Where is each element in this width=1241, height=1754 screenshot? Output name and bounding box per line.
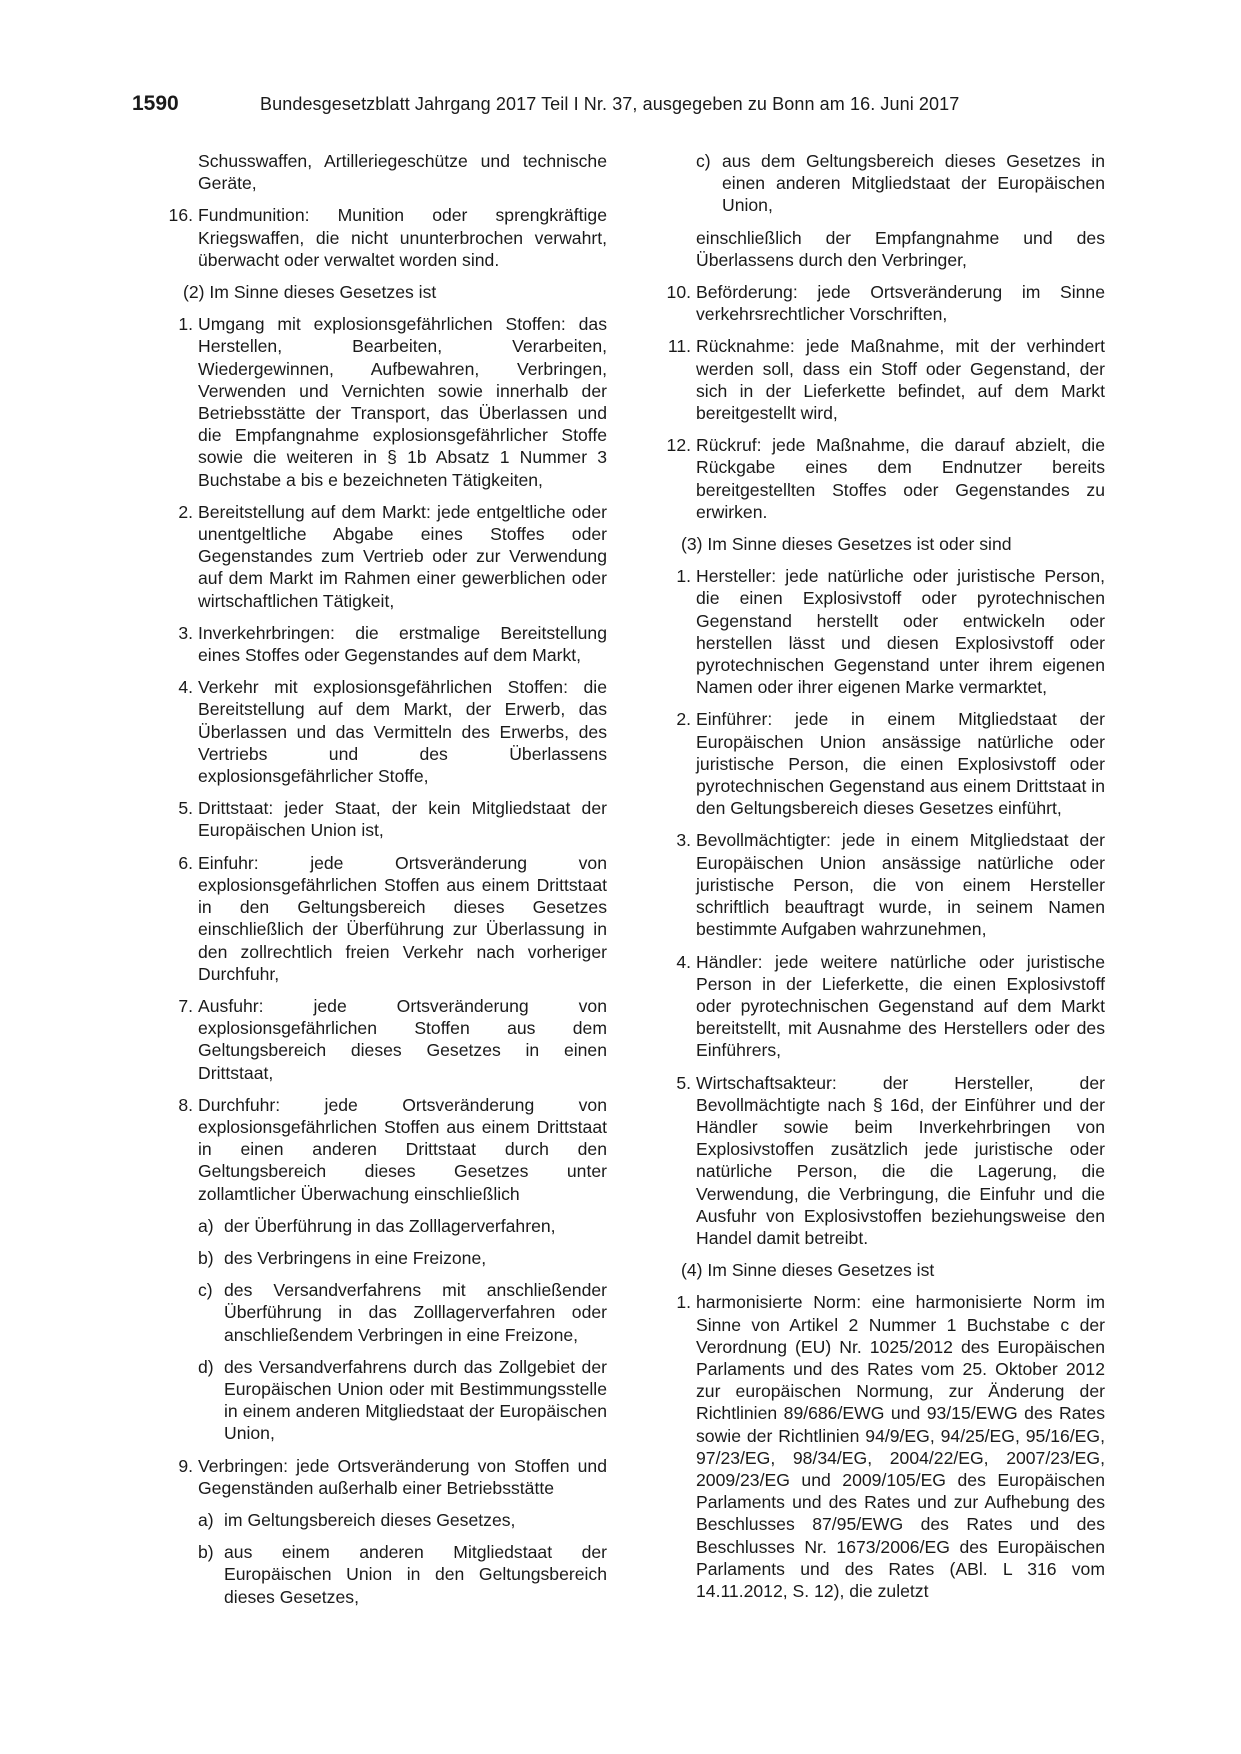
paragraph-heading: (3) Im Sinne dieses Gesetzes ist oder sind — [681, 534, 1012, 555]
item-number: 1. — [676, 1292, 691, 1313]
paragraph-heading: (4) Im Sinne dieses Gesetzes ist — [681, 1260, 935, 1281]
item-number: 12. — [666, 435, 691, 456]
list-item — [653, 434, 1105, 523]
sub-item-letter: b) — [198, 1247, 214, 1268]
page-number: 1590 — [132, 92, 179, 115]
sub-item — [696, 150, 1105, 217]
item-number: 5. — [178, 798, 193, 819]
item-text: Bevollmächtigter: jede in einem Mitgliedstaat der Europäischen Union ansässige natürliche oder juristische Person, die von einem Hersteller schriftlich beauftragt wurde, in seinem Namen bestimmte Aufgaben wahrzunehmen, — [696, 830, 1105, 940]
item-text: Umgang mit explosionsgefährlichen Stoffen: das Herstellen, Bearbeiten, Verarbeiten, Wiedergewinnen, Aufbewahren, Verbringen, Verwenden und Vernichten sowie innerhalb der Betriebsstätte der Transport, das Überlassen und die Empfangnahme explosionsgefährlicher Stoffe sowie die weiteren in § 1b Absatz 1 Nummer 3 Buchstabe a bis e bezeichneten Tätigkeiten, — [198, 314, 607, 490]
item-text: Händler: jede weitere natürliche oder juristische Person in der Lieferkette, die einen Explosivstoff oder pyrotechnischen Gegenstand auf dem Markt bereitstellt, mit Ausnahme des Herstellers oder des Einführers, — [696, 951, 1105, 1061]
item-text: Bereitstellung auf dem Markt: jede entgeltliche oder unentgeltliche Abgabe eines Stoffes oder Gegenstandes zum Vertrieb oder zur Verwendung auf dem Markt im Rahmen einer gewerblichen oder wirtschaftlichen Tätigkeit, — [198, 501, 607, 611]
list-item — [155, 995, 607, 1084]
item-text: Einfuhr: jede Ortsveränderung von explosionsgefährlichen Stoffen aus einem Drittstaat in den Geltungsbereich dieses Gesetzes einschließlich der Überführung zur Überlassung in den zollrechtlich freien Verkehr nach vorheriger Durchfuhr, — [198, 852, 607, 984]
left-column — [155, 150, 607, 1618]
item-text: Fundmunition: Munition oder sprengkräftige Kriegswaffen, die nicht ununterbrochen verwahrt, überwacht oder verwaltet worden sind. — [198, 205, 607, 270]
continuation-text: einschließlich der Empfangnahme und des Überlassens durch den Verbringer, — [696, 227, 1105, 270]
item-text: Durchfuhr: jede Ortsveränderung von explosionsgefährlichen Stoffen aus einem Drittstaat in einen anderen Drittstaat durch den Geltungsbereich dieses Gesetzes unter zollamtlicher Überwachung einschließlich — [198, 1094, 607, 1204]
sub-item-text: der Überführung in das Zolllagerverfahren, — [224, 1215, 556, 1236]
page-header — [132, 92, 1110, 122]
item-number: 2. — [178, 501, 193, 522]
sub-item-letter: c) — [696, 151, 711, 171]
item-number: 10. — [666, 282, 691, 303]
item-number: 4. — [178, 677, 193, 698]
item-number: 1. — [676, 566, 691, 587]
right-column — [653, 150, 1105, 1612]
list-item — [653, 1291, 1105, 1602]
sub-item-letter: a) — [198, 1509, 214, 1530]
list-item — [155, 501, 607, 612]
list-item — [155, 797, 607, 841]
sub-item — [198, 1215, 607, 1237]
sub-item-text: aus dem Geltungsbereich dieses Gesetzes in einen anderen Mitgliedstaat der Europäischen Union, — [722, 151, 1105, 216]
list-item — [155, 852, 607, 985]
item-number: 1. — [178, 314, 193, 335]
paragraph-heading: (2) Im Sinne dieses Gesetzes ist — [183, 282, 437, 303]
list-item — [653, 281, 1105, 325]
list-item — [155, 204, 607, 271]
sub-item-text: aus einem anderen Mitgliedstaat der Europäischen Union in den Geltungsbereich dieses Gesetzes, — [224, 1542, 607, 1607]
sub-item-text: des Versandverfahrens mit anschließender Überführung in das Zolllagerverfahren oder anschließendem Verbringen in eine Freizone, — [224, 1280, 607, 1345]
item-number: 16. — [168, 205, 193, 226]
sub-item-letter: d) — [198, 1356, 214, 1377]
running-head: Bundesgesetzblatt Jahrgang 2017 Teil I Nr. 37, ausgegeben zu Bonn am 16. Juni 2017 — [260, 94, 960, 114]
item-text: Drittstaat: jeder Staat, der kein Mitgliedstaat der Europäischen Union ist, — [198, 798, 607, 841]
sub-item — [198, 1356, 607, 1445]
item-number: 4. — [676, 951, 691, 972]
item-number: 3. — [178, 622, 193, 643]
item-text: Verbringen: jede Ortsveränderung von Stoffen und Gegenständen außerhalb einer Betriebsstätte — [198, 1455, 607, 1498]
sub-item-letter: c) — [198, 1280, 213, 1301]
item-number: 8. — [178, 1094, 193, 1115]
list-item — [155, 313, 607, 491]
list-item — [653, 708, 1105, 819]
item-text: Rücknahme: jede Maßnahme, mit der verhindert werden soll, dass ein Stoff oder Gegenstand, der sich in der Lieferkette befindet, auf dem Markt bereitgestellt wird, — [696, 336, 1105, 424]
item-text: Verkehr mit explosionsgefährlichen Stoffen: die Bereitstellung auf dem Markt, der Erwerb, das Überlassen und das Vermitteln des Erwerbs, des Vertriebs und des Überlassens explosionsgefährlicher Stoffe, — [198, 677, 607, 787]
continuation-text: Schusswaffen, Artilleriegeschütze und technische Geräte, — [198, 151, 607, 194]
item-text: Wirtschaftsakteur: der Hersteller, der Bevollmächtigte nach § 16d, der Einführer und der Händler sowie beim Inverkehrbringen von Explosivstoffen zusätzlich jede juristische oder natürliche Person, die die Lagerung, die Verwendung, die Verbringung, die Einfuhr und die Ausfuhr von Explosivstoffen beziehungsweise den Handel damit betreibt. — [696, 1072, 1105, 1248]
list-item — [653, 1072, 1105, 1250]
sub-item-letter: b) — [198, 1542, 214, 1563]
list-item — [155, 1455, 607, 1499]
sub-item — [198, 1247, 607, 1269]
item-number: 3. — [676, 830, 691, 851]
list-item — [653, 565, 1105, 698]
item-number: 6. — [178, 852, 193, 873]
list-item — [653, 829, 1105, 940]
sub-item-text: des Versandverfahrens durch das Zollgebiet der Europäischen Union oder mit Bestimmungsstelle in einem anderen Mitgliedstaat der Europäischen Union, — [224, 1356, 607, 1444]
sub-item — [198, 1509, 607, 1531]
list-item — [155, 622, 607, 666]
item-text: harmonisierte Norm: eine harmonisierte Norm im Sinne von Artikel 2 Nummer 1 Buchstabe c der Verordnung (EU) Nr. 1025/2012 des Europäischen Parlaments und des Rates vom 25. Oktober 2012 zur europäischen Normung, zur Änderung der Richtlinien 89/686/EWG und 93/15/EWG des Rates sowie der Richtlinien 94/9/EG, 94/25/EG, 95/16/EG, 97/23/EG, 98/34/EG, 2004/22/EG, 2007/23/EG, 2009/23/EG und 2009/105/EG des Europäischen Parlaments und des Rates und zur Aufhebung des Beschlusses 87/95/EWG des Rates und des Beschlusses Nr. 1673/2006/EG des Europäischen Parlaments und des Rates (ABl. L 316 vom 14.11.2012, S. 12), die zuletzt — [696, 1292, 1105, 1601]
item-number: 9. — [178, 1455, 193, 1476]
item-text: Beförderung: jede Ortsveränderung im Sinne verkehrsrechtlicher Vorschriften, — [696, 282, 1105, 325]
item-text: Hersteller: jede natürliche oder juristische Person, die einen Explosivstoff oder pyrotechnischen Gegenstand herstellt oder entwickeln oder herstellen lässt und diesen Explosivstoff oder pyrotechnischen Gegenstand unter ihrem eigenen Namen oder ihrer eigenen Marke vermarktet, — [696, 566, 1105, 698]
list-item — [653, 951, 1105, 1062]
sub-item — [198, 1541, 607, 1608]
sub-item — [198, 1279, 607, 1346]
item-number: 11. — [667, 336, 691, 357]
item-text: Einführer: jede in einem Mitgliedstaat der Europäischen Union ansässige natürliche oder juristische Person, die einen Explosivstoff oder pyrotechnischen Gegenstand aus einem Drittstaat in den Geltungsbereich dieses Gesetzes einführt, — [696, 709, 1105, 819]
item-number: 5. — [676, 1072, 691, 1093]
item-text: Rückruf: jede Maßnahme, die darauf abzielt, die Rückgabe eines dem Endnutzer bereits bereitgestellten Stoffes oder Gegenstandes zu erwirken. — [696, 435, 1105, 522]
list-item — [155, 1094, 607, 1205]
list-item — [653, 335, 1105, 424]
item-text: Ausfuhr: jede Ortsveränderung von explosionsgefährlichen Stoffen aus dem Geltungsbereich dieses Gesetzes in einen Drittstaat, — [198, 995, 607, 1083]
item-text: Inverkehrbringen: die erstmalige Bereitstellung eines Stoffes oder Gegenstandes auf dem Markt, — [198, 622, 607, 666]
sub-item-text: des Verbringens in eine Freizone, — [224, 1247, 487, 1268]
item-number: 2. — [676, 709, 691, 730]
sub-item-text: im Geltungsbereich dieses Gesetzes, — [224, 1509, 516, 1530]
sub-item-letter: a) — [198, 1215, 214, 1236]
item-number: 7. — [178, 995, 193, 1016]
list-item — [155, 676, 607, 787]
